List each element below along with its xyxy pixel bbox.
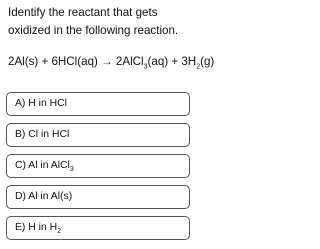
- option-label: C) Al in AlCl: [15, 160, 70, 171]
- option-label: D) Al in Al(s): [15, 191, 73, 202]
- option-label: A) H in HCl: [15, 98, 67, 109]
- equation-part: 2Al(s) + 6HCl(aq) → 2AlCl: [8, 55, 144, 68]
- option-b[interactable]: [6, 123, 190, 147]
- option-label: E) H in H: [15, 222, 58, 233]
- option-e[interactable]: [6, 216, 190, 240]
- equation-part: (g): [200, 55, 215, 68]
- question-text: Identify the reactant that gets oxidized in the following reaction.: [8, 6, 179, 37]
- option-subscript: 2: [57, 228, 62, 236]
- reaction-equation: [8, 55, 215, 71]
- option-label: B) Cl in HCl: [15, 129, 70, 140]
- equation-part: (aq) + 3H: [147, 55, 197, 68]
- equation-subscript: 2: [196, 63, 201, 71]
- option-c[interactable]: [6, 154, 190, 178]
- option-subscript: 3: [69, 166, 74, 174]
- equation-subscript: 3: [143, 63, 148, 71]
- answer-options: [6, 92, 190, 247]
- option-d[interactable]: [6, 185, 190, 209]
- option-a[interactable]: [6, 92, 190, 116]
